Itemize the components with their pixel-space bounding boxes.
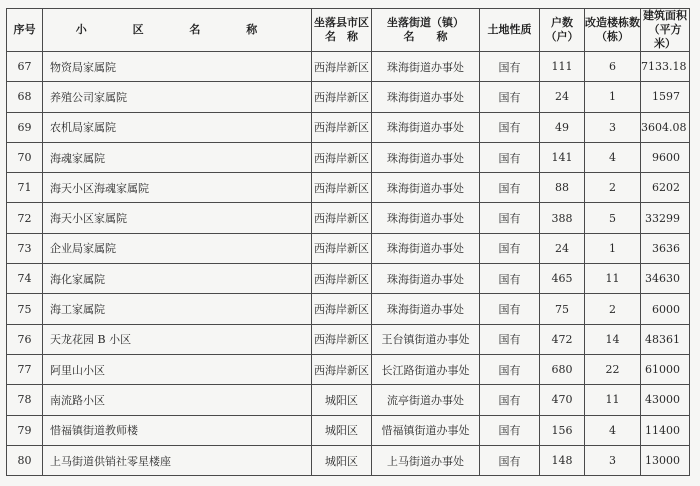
cell-name: 南流路小区 <box>43 385 312 415</box>
cell-street: 珠海街道办事处 <box>372 264 480 294</box>
cell-street: 珠海街道办事处 <box>372 142 480 172</box>
cell-land: 国有 <box>480 354 540 384</box>
cell-buildings: 22 <box>585 354 641 384</box>
cell-area: 11400 <box>641 415 690 445</box>
cell-households: 111 <box>540 52 585 82</box>
cell-households: 141 <box>540 142 585 172</box>
cell-land: 国有 <box>480 294 540 324</box>
table-row <box>7 354 690 384</box>
cell-county: 西海岸新区 <box>312 324 372 354</box>
cell-area: 33299 <box>641 203 690 233</box>
cell-name: 海工家属院 <box>43 294 312 324</box>
cell-name: 惜福镇街道教师楼 <box>43 415 312 445</box>
cell-county: 西海岸新区 <box>312 82 372 112</box>
cell-street: 珠海街道办事处 <box>372 173 480 203</box>
cell-county: 西海岸新区 <box>312 112 372 142</box>
cell-land: 国有 <box>480 173 540 203</box>
cell-name: 海天小区家属院 <box>43 203 312 233</box>
cell-name: 农机局家属院 <box>43 112 312 142</box>
header-land: 土地性质 <box>480 9 540 52</box>
header-county <box>312 9 372 52</box>
cell-name: 养殖公司家属院 <box>43 82 312 112</box>
cell-no: 73 <box>7 233 43 263</box>
cell-area: 13000 <box>641 445 690 475</box>
cell-area: 6000 <box>641 294 690 324</box>
cell-name: 海化家属院 <box>43 264 312 294</box>
cell-buildings: 3 <box>585 112 641 142</box>
header-street <box>372 9 480 52</box>
cell-buildings: 5 <box>585 203 641 233</box>
table-body <box>7 52 690 476</box>
cell-county: 西海岸新区 <box>312 52 372 82</box>
cell-land: 国有 <box>480 142 540 172</box>
header-street-line2: 名 称 <box>403 30 448 43</box>
cell-county: 西海岸新区 <box>312 264 372 294</box>
cell-county: 西海岸新区 <box>312 203 372 233</box>
cell-name: 物资局家属院 <box>43 52 312 82</box>
cell-county: 西海岸新区 <box>312 294 372 324</box>
header-area-line2: （平方米） <box>648 23 682 50</box>
header-buildings-line1: 改造楼栋数 <box>585 16 640 29</box>
cell-area: 43000 <box>641 385 690 415</box>
table-row <box>7 52 690 82</box>
cell-area: 6202 <box>641 173 690 203</box>
cell-buildings: 2 <box>585 294 641 324</box>
cell-no: 78 <box>7 385 43 415</box>
cell-street: 珠海街道办事处 <box>372 203 480 233</box>
header-households-line2: （户） <box>545 30 579 43</box>
cell-area: 1597 <box>641 82 690 112</box>
cell-area: 3636 <box>641 233 690 263</box>
cell-area: 7133.18 <box>641 52 690 82</box>
cell-land: 国有 <box>480 324 540 354</box>
table-row <box>7 173 690 203</box>
cell-households: 148 <box>540 445 585 475</box>
header-county-line2: 名 称 <box>325 30 358 43</box>
table-row <box>7 324 690 354</box>
cell-households: 470 <box>540 385 585 415</box>
cell-land: 国有 <box>480 82 540 112</box>
header-street-line1: 坐落街道（镇） <box>387 16 464 29</box>
table-row <box>7 203 690 233</box>
cell-households: 465 <box>540 264 585 294</box>
cell-area: 48361 <box>641 324 690 354</box>
cell-buildings: 14 <box>585 324 641 354</box>
cell-no: 67 <box>7 52 43 82</box>
header-households <box>540 9 585 52</box>
cell-households: 24 <box>540 233 585 263</box>
cell-name: 上马街道供销社零星楼座 <box>43 445 312 475</box>
header-area-line1: 建筑面积 <box>643 9 687 22</box>
cell-county: 西海岸新区 <box>312 233 372 263</box>
cell-name: 海天小区海魂家属院 <box>43 173 312 203</box>
cell-households: 75 <box>540 294 585 324</box>
cell-households: 472 <box>540 324 585 354</box>
table-row <box>7 415 690 445</box>
cell-county: 西海岸新区 <box>312 173 372 203</box>
cell-no: 72 <box>7 203 43 233</box>
header-area <box>641 9 690 52</box>
cell-street: 珠海街道办事处 <box>372 294 480 324</box>
table-header <box>7 9 690 52</box>
cell-street: 流亭街道办事处 <box>372 385 480 415</box>
cell-street: 珠海街道办事处 <box>372 233 480 263</box>
cell-no: 77 <box>7 354 43 384</box>
cell-street: 珠海街道办事处 <box>372 112 480 142</box>
cell-households: 388 <box>540 203 585 233</box>
header-row <box>7 9 690 52</box>
cell-buildings: 6 <box>585 52 641 82</box>
header-name-text: 小 区 名 称 <box>75 23 279 36</box>
cell-land: 国有 <box>480 203 540 233</box>
table-row <box>7 445 690 475</box>
cell-households: 88 <box>540 173 585 203</box>
cell-households: 49 <box>540 112 585 142</box>
cell-land: 国有 <box>480 52 540 82</box>
table-row <box>7 264 690 294</box>
cell-buildings: 3 <box>585 445 641 475</box>
header-name <box>43 9 312 52</box>
cell-name: 天龙花园 B 小区 <box>43 324 312 354</box>
cell-county: 城阳区 <box>312 445 372 475</box>
cell-area: 34630 <box>641 264 690 294</box>
cell-households: 24 <box>540 82 585 112</box>
cell-buildings: 1 <box>585 82 641 112</box>
cell-households: 680 <box>540 354 585 384</box>
cell-buildings: 1 <box>585 233 641 263</box>
cell-no: 69 <box>7 112 43 142</box>
cell-area: 61000 <box>641 354 690 384</box>
cell-area: 9600 <box>641 142 690 172</box>
cell-name: 海魂家属院 <box>43 142 312 172</box>
table-row <box>7 142 690 172</box>
cell-no: 71 <box>7 173 43 203</box>
cell-no: 79 <box>7 415 43 445</box>
cell-buildings: 4 <box>585 142 641 172</box>
cell-street: 珠海街道办事处 <box>372 82 480 112</box>
cell-name: 企业局家属院 <box>43 233 312 263</box>
cell-buildings: 4 <box>585 415 641 445</box>
cell-no: 80 <box>7 445 43 475</box>
cell-land: 国有 <box>480 415 540 445</box>
cell-land: 国有 <box>480 385 540 415</box>
cell-land: 国有 <box>480 445 540 475</box>
community-table <box>6 8 690 476</box>
cell-county: 西海岸新区 <box>312 354 372 384</box>
table-row <box>7 294 690 324</box>
cell-street: 惜福镇街道办事处 <box>372 415 480 445</box>
header-households-line1: 户数 <box>551 16 573 29</box>
cell-county: 西海岸新区 <box>312 142 372 172</box>
cell-area: 3604.08 <box>641 112 690 142</box>
header-buildings-line2: （栋） <box>596 30 629 43</box>
cell-buildings: 11 <box>585 264 641 294</box>
header-county-line1: 坐落县市区 <box>314 16 369 29</box>
cell-no: 76 <box>7 324 43 354</box>
cell-no: 75 <box>7 294 43 324</box>
cell-land: 国有 <box>480 112 540 142</box>
cell-land: 国有 <box>480 264 540 294</box>
cell-buildings: 2 <box>585 173 641 203</box>
cell-land: 国有 <box>480 233 540 263</box>
cell-no: 70 <box>7 142 43 172</box>
cell-county: 城阳区 <box>312 415 372 445</box>
cell-name: 阿里山小区 <box>43 354 312 384</box>
cell-households: 156 <box>540 415 585 445</box>
cell-street: 珠海街道办事处 <box>372 52 480 82</box>
table-row <box>7 82 690 112</box>
cell-no: 74 <box>7 264 43 294</box>
table-row <box>7 233 690 263</box>
table-row <box>7 385 690 415</box>
cell-street: 王台镇街道办事处 <box>372 324 480 354</box>
cell-county: 城阳区 <box>312 385 372 415</box>
cell-no: 68 <box>7 82 43 112</box>
cell-street: 长江路街道办事处 <box>372 354 480 384</box>
cell-buildings: 11 <box>585 385 641 415</box>
table-row <box>7 112 690 142</box>
header-no: 序号 <box>7 9 43 52</box>
header-buildings <box>585 9 641 52</box>
cell-street: 上马街道办事处 <box>372 445 480 475</box>
